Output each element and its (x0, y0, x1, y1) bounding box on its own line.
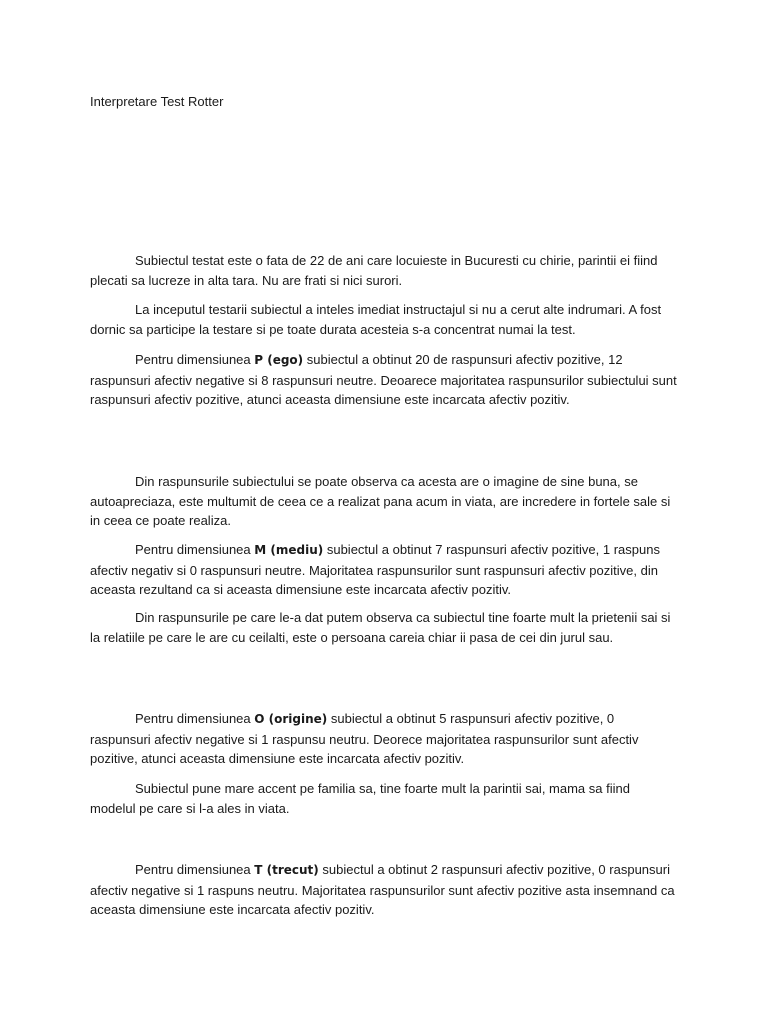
paragraph-friends: Din raspunsurile pe care le-a dat putem observa ca subiectul tine foarte mult la prietenii sai si la relatiile pe care le are cu ceilalti, este o persoana careia chiar ii pasa de cei din jurul sau. (90, 610, 671, 645)
paragraph-subject-description: Subiectul testat este o fata de 22 de ani care locuieste in Bucuresti cu chirie, parintii ei fiind plecati sa lucreze in alta tara. Nu are frati si nici surori. (90, 253, 658, 288)
paragraph-text: subiectul a obtinut 20 de raspunsuri afectiv pozitive, 12 raspunsuri afectiv negative si 8 raspunsuri neutre. Deoarece majoritatea raspunsurilor subiectului sunt raspunsuri afectiv pozitive, atunci aceasta dimensiune este incarcata afectiv pozitiv. (90, 352, 677, 407)
paragraph-dimension-origine (90, 709, 678, 769)
paragraph-dimension-trecut (90, 860, 678, 920)
paragraph-text: subiectul a obtinut 7 raspunsuri afectiv pozitive, 1 raspuns afectiv negativ si 0 raspunsuri neutre. Majoritatea raspunsurilor sunt raspunsuri afectiv pozitive, din aceasta rezultand ca si aceasta dimensiune este incarcata afectiv pozitiv. (90, 542, 660, 597)
paragraph-text: Pentru dimensiunea (135, 711, 255, 726)
document-title: Interpretare Test Rotter (90, 94, 224, 109)
dimension-label-mediu: M (mediu) (254, 543, 324, 557)
dimension-label-ego: P (ego) (254, 353, 304, 367)
dimension-label-origine: O (origine) (254, 712, 328, 726)
paragraph-dimension-ego (90, 350, 678, 410)
paragraph-text: subiectul a obtinut 2 raspunsuri afectiv pozitive, 0 raspunsuri afectiv negative si 1 raspuns neutru. Majoritatea raspunsurilor sunt afectiv pozitive asta insemnand ca aceasta dimensiune este incarcata afectiv pozitiv. (90, 862, 675, 917)
paragraph-text: Pentru dimensiunea (135, 862, 255, 877)
paragraph-text: subiectul a obtinut 5 raspunsuri afectiv pozitive, 0 raspunsuri afectiv negative si 1 raspunsu neutru. Deorece majoritatea raspunsurilor sunt afectiv pozitive, atunci aceasta dimensiune este incarcata afectiv pozitiv. (90, 711, 639, 766)
paragraph-text: Pentru dimensiunea (135, 542, 255, 557)
paragraph-self-image: Din raspunsurile subiectului se poate observa ca acesta are o imagine de sine buna, se autoapreciaza, este multumit de ceea ce a realizat pana acum in viata, are incredere in fortele sale si in ceea ce poate realiza. (90, 474, 671, 528)
paragraph-testing-behavior: La inceputul testarii subiectul a inteles imediat instructajul si nu a cerut alte indrumari. A fost dornic sa participe la testare si pe toate durata acesteia s-a concentrat numai la test. (90, 302, 662, 337)
paragraph-family: Subiectul pune mare accent pe familia sa, tine foarte mult la parintii sai, mama sa fiind modelul pe care si l-a ales in viata. (90, 781, 630, 816)
paragraph-dimension-mediu (90, 540, 678, 600)
paragraph-text: Pentru dimensiunea (135, 352, 255, 367)
dimension-label-trecut: T (trecut) (254, 863, 319, 877)
